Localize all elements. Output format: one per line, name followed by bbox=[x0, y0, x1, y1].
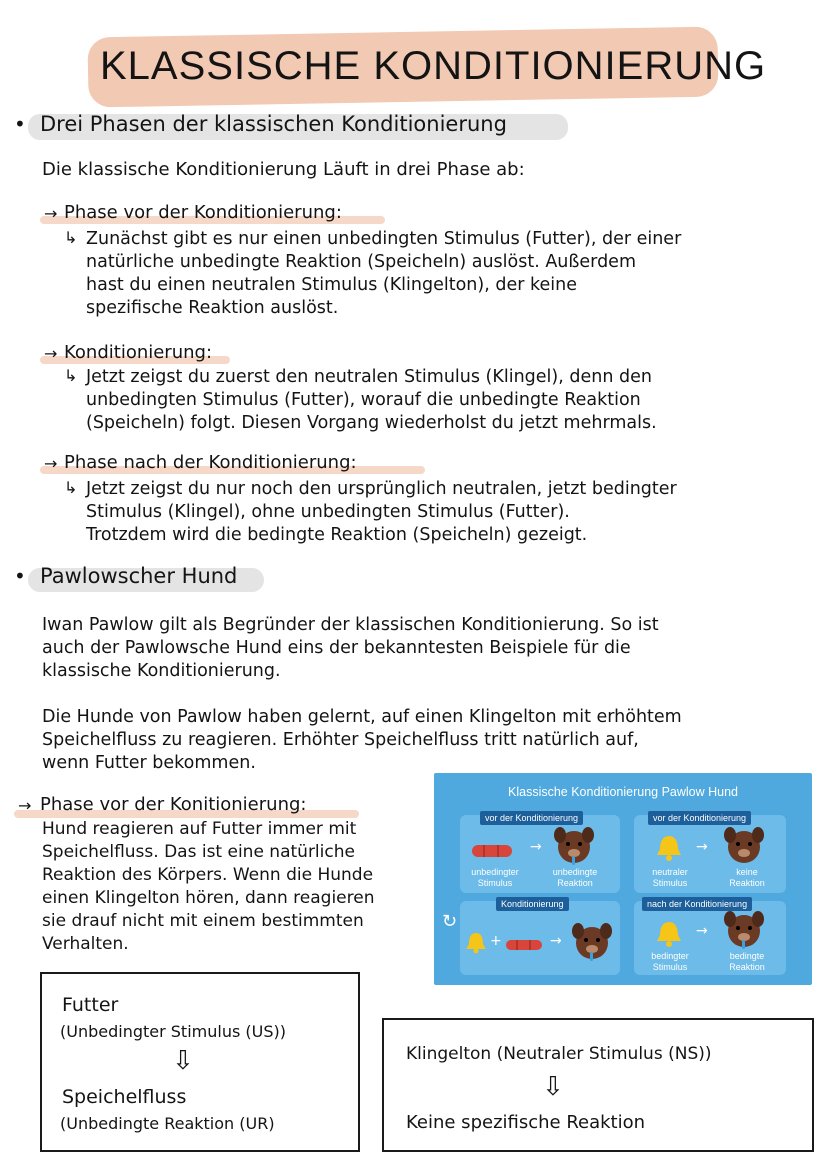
box-line: (Unbedingter Stimulus (US)) bbox=[60, 1022, 286, 1041]
panel-tag: nach der Konditionierung bbox=[642, 897, 752, 911]
stimulus-label: bedingter Stimulus bbox=[651, 951, 689, 972]
page-title: KLASSISCHE KONDITIONIERUNG bbox=[100, 44, 767, 88]
text-line: Jetzt zeigst du nur noch den ursprünglich neutralen, jetzt bedingter bbox=[86, 479, 677, 499]
reaction-label: bedingte Reaktion bbox=[729, 951, 765, 972]
panel-conditioning bbox=[442, 899, 620, 975]
stimulus-label: neutraler Stimulus bbox=[652, 867, 688, 888]
phase1-label: Phase vor der Konditionierung: bbox=[64, 202, 342, 223]
text-line: hast du einen neutralen Stimulus (Klingelton), der keine bbox=[86, 275, 577, 295]
box-line: Futter bbox=[62, 994, 119, 1016]
pawlow-paragraph-2 bbox=[42, 706, 802, 775]
text-line: Speichelfluss. Das ist eine natürliche bbox=[42, 842, 355, 862]
drooling-dog-icon bbox=[722, 909, 766, 953]
text-line: sie drauf nicht mit einem bestimmten bbox=[42, 911, 364, 931]
box-bell-noreaction bbox=[382, 1018, 814, 1152]
phase-before-label: Phase vor der Konitionierung: bbox=[40, 794, 307, 815]
panel-tag: Konditionierung bbox=[496, 897, 569, 911]
pawlow-infographic bbox=[434, 773, 812, 985]
plus-icon: + bbox=[490, 933, 502, 949]
text-line: klassische Konditionierung. bbox=[42, 661, 281, 681]
text-line: Die Hunde von Pawlow haben gelernt, auf einen Klingelton mit erhöhtem bbox=[42, 707, 682, 727]
bell-icon bbox=[654, 833, 684, 863]
drooling-dog-icon bbox=[552, 825, 596, 869]
panel-tag: vor der Konditionierung bbox=[648, 811, 751, 825]
sausage-icon bbox=[470, 837, 514, 863]
stimulus-label: unbedingter Stimulus bbox=[471, 867, 519, 888]
intro-text: Die klassische Konditionierung Läuft in drei Phase ab: bbox=[42, 159, 525, 180]
text-line: Jetzt zeigst du zuerst den neutralen Stimulus (Klingel), denn den bbox=[86, 367, 652, 387]
return-arrow-icon: ↳ bbox=[64, 366, 78, 385]
phase1-text bbox=[86, 228, 806, 320]
phase2-label: Konditionierung: bbox=[64, 342, 213, 363]
bell-icon bbox=[654, 919, 684, 949]
dog-icon bbox=[722, 825, 766, 869]
box-line: (Unbedingte Reaktion (UR) bbox=[60, 1114, 275, 1133]
phase-before-text bbox=[42, 818, 432, 956]
text-line: unbedingten Stimulus (Futter), worauf die unbedingte Reaktion bbox=[86, 390, 641, 410]
text-line: Speichelfluss zu reagieren. Erhöhter Speichelfluss tritt natürlich auf, bbox=[42, 730, 639, 750]
text-line: spezifische Reaktion auslöst. bbox=[86, 298, 339, 318]
panel-before-food bbox=[460, 815, 620, 893]
arrow-icon: → bbox=[550, 933, 562, 949]
text-line: (Speicheln) folgt. Diesen Vorgang wiederholst du jetzt mehrmals. bbox=[86, 413, 657, 433]
arrow-icon: → bbox=[44, 344, 58, 363]
arrow-icon: → bbox=[530, 839, 542, 855]
panel-after bbox=[634, 901, 786, 975]
reaction-label: unbedingte Reaktion bbox=[552, 867, 598, 888]
repeat-icon: ↻ bbox=[442, 911, 458, 932]
text-line: wenn Futter bekommen. bbox=[42, 753, 256, 773]
sausage-icon bbox=[504, 935, 544, 955]
bell-icon bbox=[464, 931, 488, 955]
down-arrow-icon: ⇩ bbox=[172, 1046, 194, 1076]
drooling-dog-icon bbox=[570, 921, 614, 965]
return-arrow-icon: ↳ bbox=[64, 478, 78, 497]
panel-tag: vor der Konditionierung bbox=[480, 811, 583, 825]
return-arrow-icon: ↳ bbox=[64, 228, 78, 247]
section-heading-pawlow: Pawlowscher Hund bbox=[40, 564, 238, 588]
text-line: Iwan Pawlow gilt als Begründer der klassischen Konditionierung. So ist bbox=[42, 615, 659, 635]
text-line: Stimulus (Klingel), ohne unbedingten Stimulus (Futter). bbox=[86, 502, 570, 522]
text-line: Verhalten. bbox=[42, 934, 129, 954]
phase3-text bbox=[86, 478, 806, 547]
box-line: Keine spezifische Reaktion bbox=[406, 1112, 646, 1133]
bullet-icon: • bbox=[14, 112, 26, 136]
phase2-text bbox=[86, 366, 806, 435]
text-line: Zunächst gibt es nur einen unbedingten Stimulus (Futter), der einer bbox=[86, 229, 682, 249]
text-line: einen Klingelton hören, dann reagieren bbox=[42, 888, 375, 908]
text-line: Reaktion des Körpers. Wenn die Hunde bbox=[42, 865, 374, 885]
bullet-icon: • bbox=[14, 564, 26, 588]
box-line: Speichelfluss bbox=[62, 1086, 187, 1108]
infographic-title: Klassische Konditionierung Pawlow Hund bbox=[508, 785, 738, 799]
text-line: auch der Pawlowsche Hund eins der bekanntesten Beispiele für die bbox=[42, 638, 631, 658]
arrow-icon: → bbox=[44, 204, 58, 223]
phase3-label: Phase nach der Konditionierung: bbox=[64, 452, 357, 473]
box-food-saliva bbox=[40, 972, 360, 1152]
section-heading-phases: Drei Phasen der klassischen Konditionierung bbox=[40, 112, 507, 136]
arrow-icon: → bbox=[696, 923, 708, 939]
pawlow-paragraph-1 bbox=[42, 614, 802, 683]
arrow-icon: → bbox=[44, 454, 58, 473]
reaction-label: keine Reaktion bbox=[729, 867, 765, 888]
text-line: natürliche unbedingte Reaktion (Speicheln) auslöst. Außerdem bbox=[86, 252, 636, 272]
down-arrow-icon: ⇩ bbox=[542, 1072, 564, 1102]
arrow-icon: → bbox=[696, 839, 708, 855]
arrow-icon: → bbox=[18, 796, 32, 815]
text-line: Trotzdem wird die bedingte Reaktion (Speicheln) gezeigt. bbox=[86, 525, 588, 545]
text-line: Hund reagieren auf Futter immer mit bbox=[42, 819, 357, 839]
box-line: Klingelton (Neutraler Stimulus (NS)) bbox=[406, 1044, 712, 1064]
panel-before-bell bbox=[634, 815, 786, 893]
